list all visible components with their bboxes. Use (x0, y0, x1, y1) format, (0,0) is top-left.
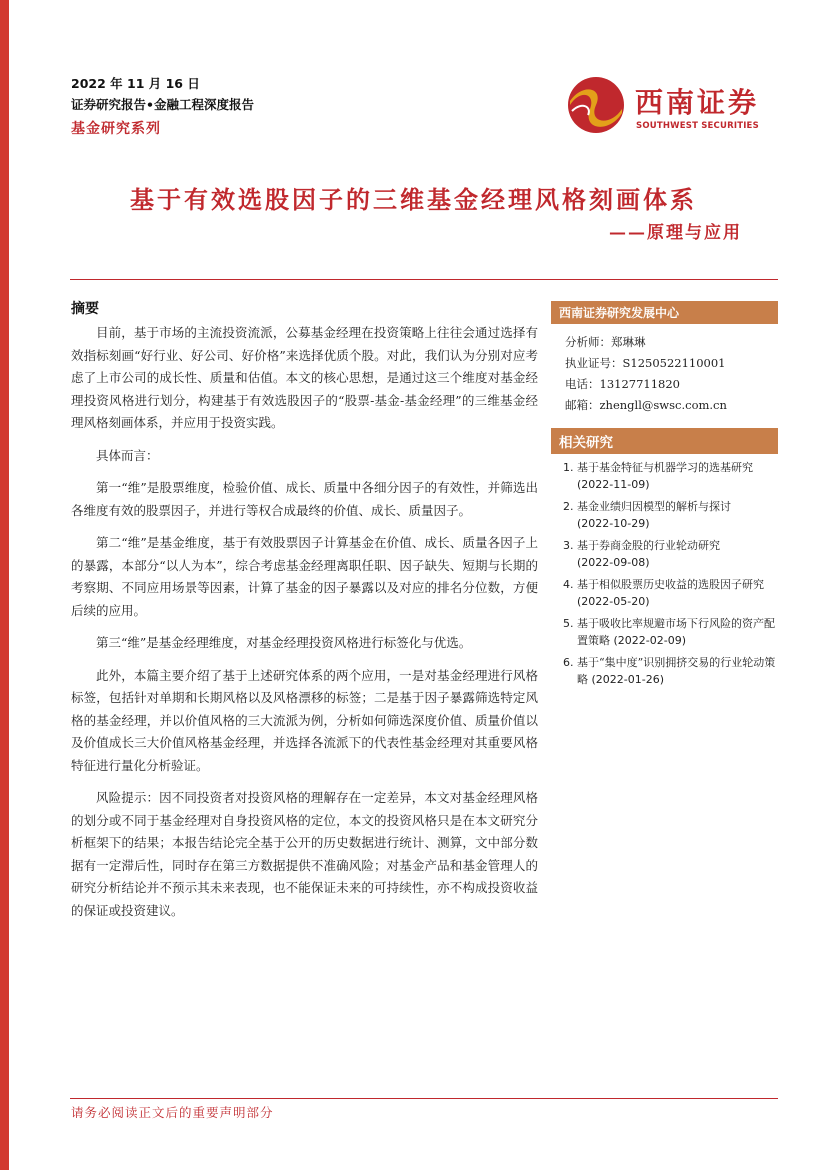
abstract-heading: 摘要 (71, 301, 99, 317)
footer-divider (70, 1098, 778, 1099)
report-series: 基金研究系列 (71, 121, 161, 137)
left-accent-bar (0, 0, 9, 1170)
abstract-paragraph: 具体而言： (96, 447, 159, 463)
related-item-date: (2022-11-09) (577, 477, 650, 491)
related-research-item[interactable] (563, 460, 778, 493)
report-title: 基于有效选股因子的三维基金经理风格刻画体系 (130, 185, 697, 214)
related-item-number: 5. (563, 617, 574, 630)
related-item-number: 6. (563, 656, 574, 669)
related-item-title: 基于“集中度”识别拥挤交易的行业轮动策略 (577, 656, 776, 686)
logo-name-en: SOUTHWEST SECURITIES (636, 121, 759, 131)
related-item-date: (2022-09-08) (577, 555, 650, 569)
abstract-paragraph: 第二“维”是基金维度，基于有效股票因子计算基金在价值、成长、质量各因子上的暴露，本部分“以人为本”，综合考虑基金经理离职任职、因子缺失、短期与长期的考察期、不同应用场景等因素，计算了基金的因子暴露以及对应的排名分位数，方便后续的应用。 (71, 535, 538, 618)
analyst-phone: 电话：13127711820 (565, 377, 680, 391)
related-item-title: 基于券商金股的行业轮动研究 (577, 539, 720, 552)
related-item-date: (2022-02-09) (613, 633, 687, 647)
logo-emblem-icon (566, 75, 626, 135)
related-research-item[interactable] (563, 655, 778, 688)
abstract-body (71, 322, 538, 932)
related-item-number: 4. (563, 578, 574, 591)
company-logo (566, 75, 766, 135)
title-divider (70, 279, 778, 280)
related-research-item[interactable] (563, 538, 778, 571)
related-research-item[interactable] (563, 499, 778, 532)
related-item-date: (2022-10-29) (577, 516, 650, 530)
footer-disclaimer: 请务必阅读正文后的重要声明部分 (71, 1105, 274, 1120)
related-item-date: (2022-01-26) (591, 672, 665, 686)
report-subtitle: ——原理与应用 (609, 223, 742, 243)
sidebar (551, 301, 778, 694)
related-research-list (551, 460, 778, 688)
related-research-item[interactable] (563, 577, 778, 610)
research-center-heading: 西南证券研究发展中心 (551, 301, 778, 324)
related-research-heading: 相关研究 (551, 428, 778, 454)
analyst-license: 执业证号：S1250522110001 (565, 356, 726, 370)
related-item-number: 1. (563, 461, 574, 474)
analyst-info (551, 324, 778, 416)
report-type: 证券研究报告•金融工程深度报告 (71, 97, 254, 112)
report-date: 2022 年 11 月 16 日 (71, 76, 200, 91)
risk-warning: 风险提示：因不同投资者对投资风格的理解存在一定差异，本文对基金经理风格的划分或不同于基金经理对自身投资风格的定位，本文的投资风格只是在本文研究分析框架下的结果；本报告结论完全基于公开的历史数据进行统计、测算，文中部分数据有一定滞后性，同时存在第三方数据提供不准确风险；对基金产品和基金管理人的研究分析结论并不预示其未来表现，也不能保证未来的可持续性，亦不构成投资收益的保证或投资建议。 (71, 790, 538, 918)
analyst-email: 邮箱：zhengll@swsc.com.cn (565, 398, 727, 412)
related-item-title: 基金业绩归因模型的解析与探讨 (577, 500, 731, 513)
abstract-paragraph: 第三“维”是基金经理维度，对基金经理投资风格进行标签化与优选。 (96, 635, 472, 650)
abstract-paragraph: 目前，基于市场的主流投资流派，公募基金经理在投资策略上往往会通过选择有效指标刻画“好行业、好公司、好价格”来选择优质个股。对此，我们认为分别对应考虑了上市公司的成长性、质量和估值。本文的核心思想，是通过这三个维度对基金经理投资风格进行划分，构建基于有效选股因子的“股票-基金-基金经理”的三维基金经理风格刻画体系，并应用于投资实践。 (71, 325, 538, 430)
abstract-paragraph: 此外，本篇主要介绍了基于上述研究体系的两个应用，一是对基金经理进行风格标签，包括针对单期和长期风格以及风格漂移的标签；二是基于因子暴露筛选特定风格的基金经理，并以价值风格的三大流派为例，分析如何筛选深度价值、质量价值以及价值成长三大价值风格基金经理，并选择各流派下的代表性基金经理对其重要风格特征进行量化分析验证。 (71, 667, 538, 773)
related-item-date: (2022-05-20) (577, 594, 650, 608)
analyst-name: 分析师：郑琳琳 (565, 335, 646, 349)
related-item-title: 基于吸收比率规避市场下行风险的资产配置策略 (577, 617, 775, 647)
related-item-number: 3. (563, 539, 574, 552)
logo-name-cn: 西南证券 (635, 86, 760, 119)
related-research-item[interactable] (563, 616, 778, 649)
related-item-title: 基于基金特征与机器学习的选基研究 (577, 461, 753, 474)
related-item-title: 基于相似股票历史收益的选股因子研究 (577, 578, 764, 591)
related-item-number: 2. (563, 500, 574, 513)
abstract-paragraph: 第一“维”是股票维度，检验价值、成长、质量中各细分因子的有效性，并筛选出各维度有效的股票因子，并进行等权合成最终的价值、成长、质量因子。 (71, 480, 538, 518)
